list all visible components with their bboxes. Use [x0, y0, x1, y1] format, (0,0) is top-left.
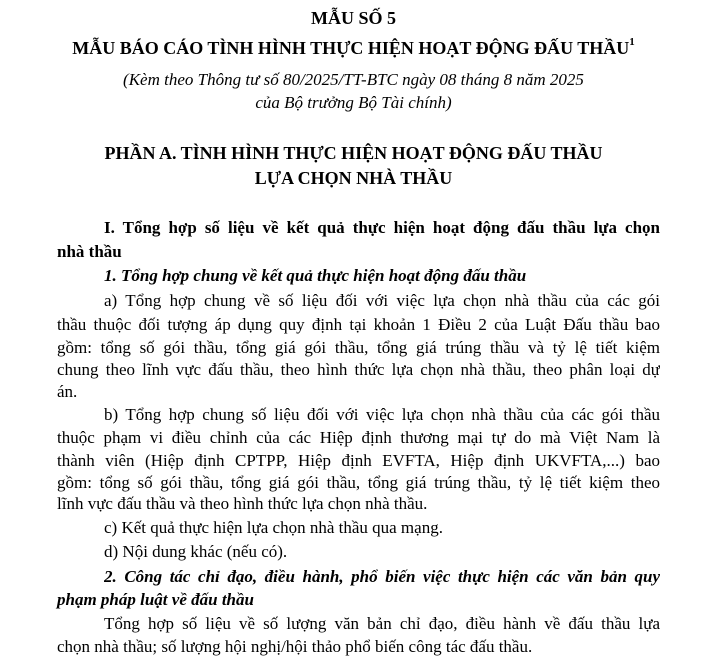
- part-a-title-line-2: LỰA CHỌN NHÀ THẦU: [254, 168, 453, 188]
- para-2-line-2: chọn nhà thầu; số lượng hội nghị/hội thảo phổ biến công tác đấu thầu.: [57, 637, 533, 656]
- section-1-heading-line-1: I. Tổng hợp số liệu về kết quả thực hiện hoạt động đấu thầu lựa chọn: [104, 218, 660, 237]
- subheading-1: 1. Tổng hợp chung về kết quả thực hiện hoạt động đấu thầu: [104, 266, 527, 285]
- attachment-note-line-1: (Kèm theo Thông tư số 80/2025/TT-BTC ngày 08 tháng 8 năm 2025: [123, 70, 584, 89]
- document-title: MẪU BÁO CÁO TÌNH HÌNH THỰC HIỆN HOẠT ĐỘNG ĐẤU THẦU$^1$: [72, 36, 635, 58]
- attachment-note-line-2: của Bộ trưởng Bộ Tài chính): [255, 93, 452, 112]
- para-d: d) Nội dung khác (nếu có).: [104, 542, 288, 561]
- para-b-line-3: thành viên (Hiệp định CPTPP, Hiệp định EVFTA, Hiệp định UKVFTA,...) bao: [57, 451, 660, 470]
- subheading-2-line-1: 2. Công tác chỉ đạo, điều hành, phổ biến việc thực hiện các văn bản quy: [104, 567, 660, 586]
- para-a-line-4: chung theo lĩnh vực đấu thầu, theo hình thức lựa chọn nhà thầu, theo phân loại dự: [57, 360, 660, 379]
- para-b-line-5: lĩnh vực đấu thầu và theo hình thức lựa chọn nhà thầu.: [57, 494, 428, 513]
- form-number: MẪU SỐ 5: [311, 8, 396, 28]
- para-c: c) Kết quả thực hiện lựa chọn nhà thầu qua mạng.: [104, 518, 443, 537]
- section-1-heading-line-2: nhà thầu: [57, 242, 122, 261]
- subheading-2-line-2: phạm pháp luật về đấu thầu: [57, 590, 254, 609]
- para-a-line-2: thầu thuộc đối tượng áp dụng quy định tại khoản 1 Điều 2 của Luật Đấu thầu bao: [57, 315, 660, 334]
- para-a-line-1: a) Tổng hợp chung về số liệu đối với việc lựa chọn nhà thầu của các gói: [104, 291, 660, 310]
- para-b-line-2: thuộc phạm vi điều chỉnh của các Hiệp định thương mại tự do mà Việt Nam là: [57, 428, 660, 447]
- para-b-line-1: b) Tổng hợp chung số liệu đối với việc lựa chọn nhà thầu của các gói thầu: [104, 405, 660, 424]
- para-a-line-3: gồm: tổng số gói thầu, tổng giá gói thầu, tổng giá trúng thầu và tỷ lệ tiết kiệm: [57, 338, 660, 357]
- part-a-title-line-1: PHẦN A. TÌNH HÌNH THỰC HIỆN HOẠT ĐỘNG ĐẤU THẦU: [104, 143, 603, 163]
- footnote-mark: 1: [629, 36, 635, 48]
- para-a-line-5: án.: [57, 382, 78, 401]
- para-b-line-4: gồm: tổng số gói thầu, tổng giá gói thầu, tổng giá trúng thầu, tỷ lệ tiết kiệm theo: [57, 473, 660, 492]
- para-2-line-1: Tổng hợp số liệu về số lượng văn bản chỉ đạo, điều hành về đấu thầu lựa: [104, 614, 660, 633]
